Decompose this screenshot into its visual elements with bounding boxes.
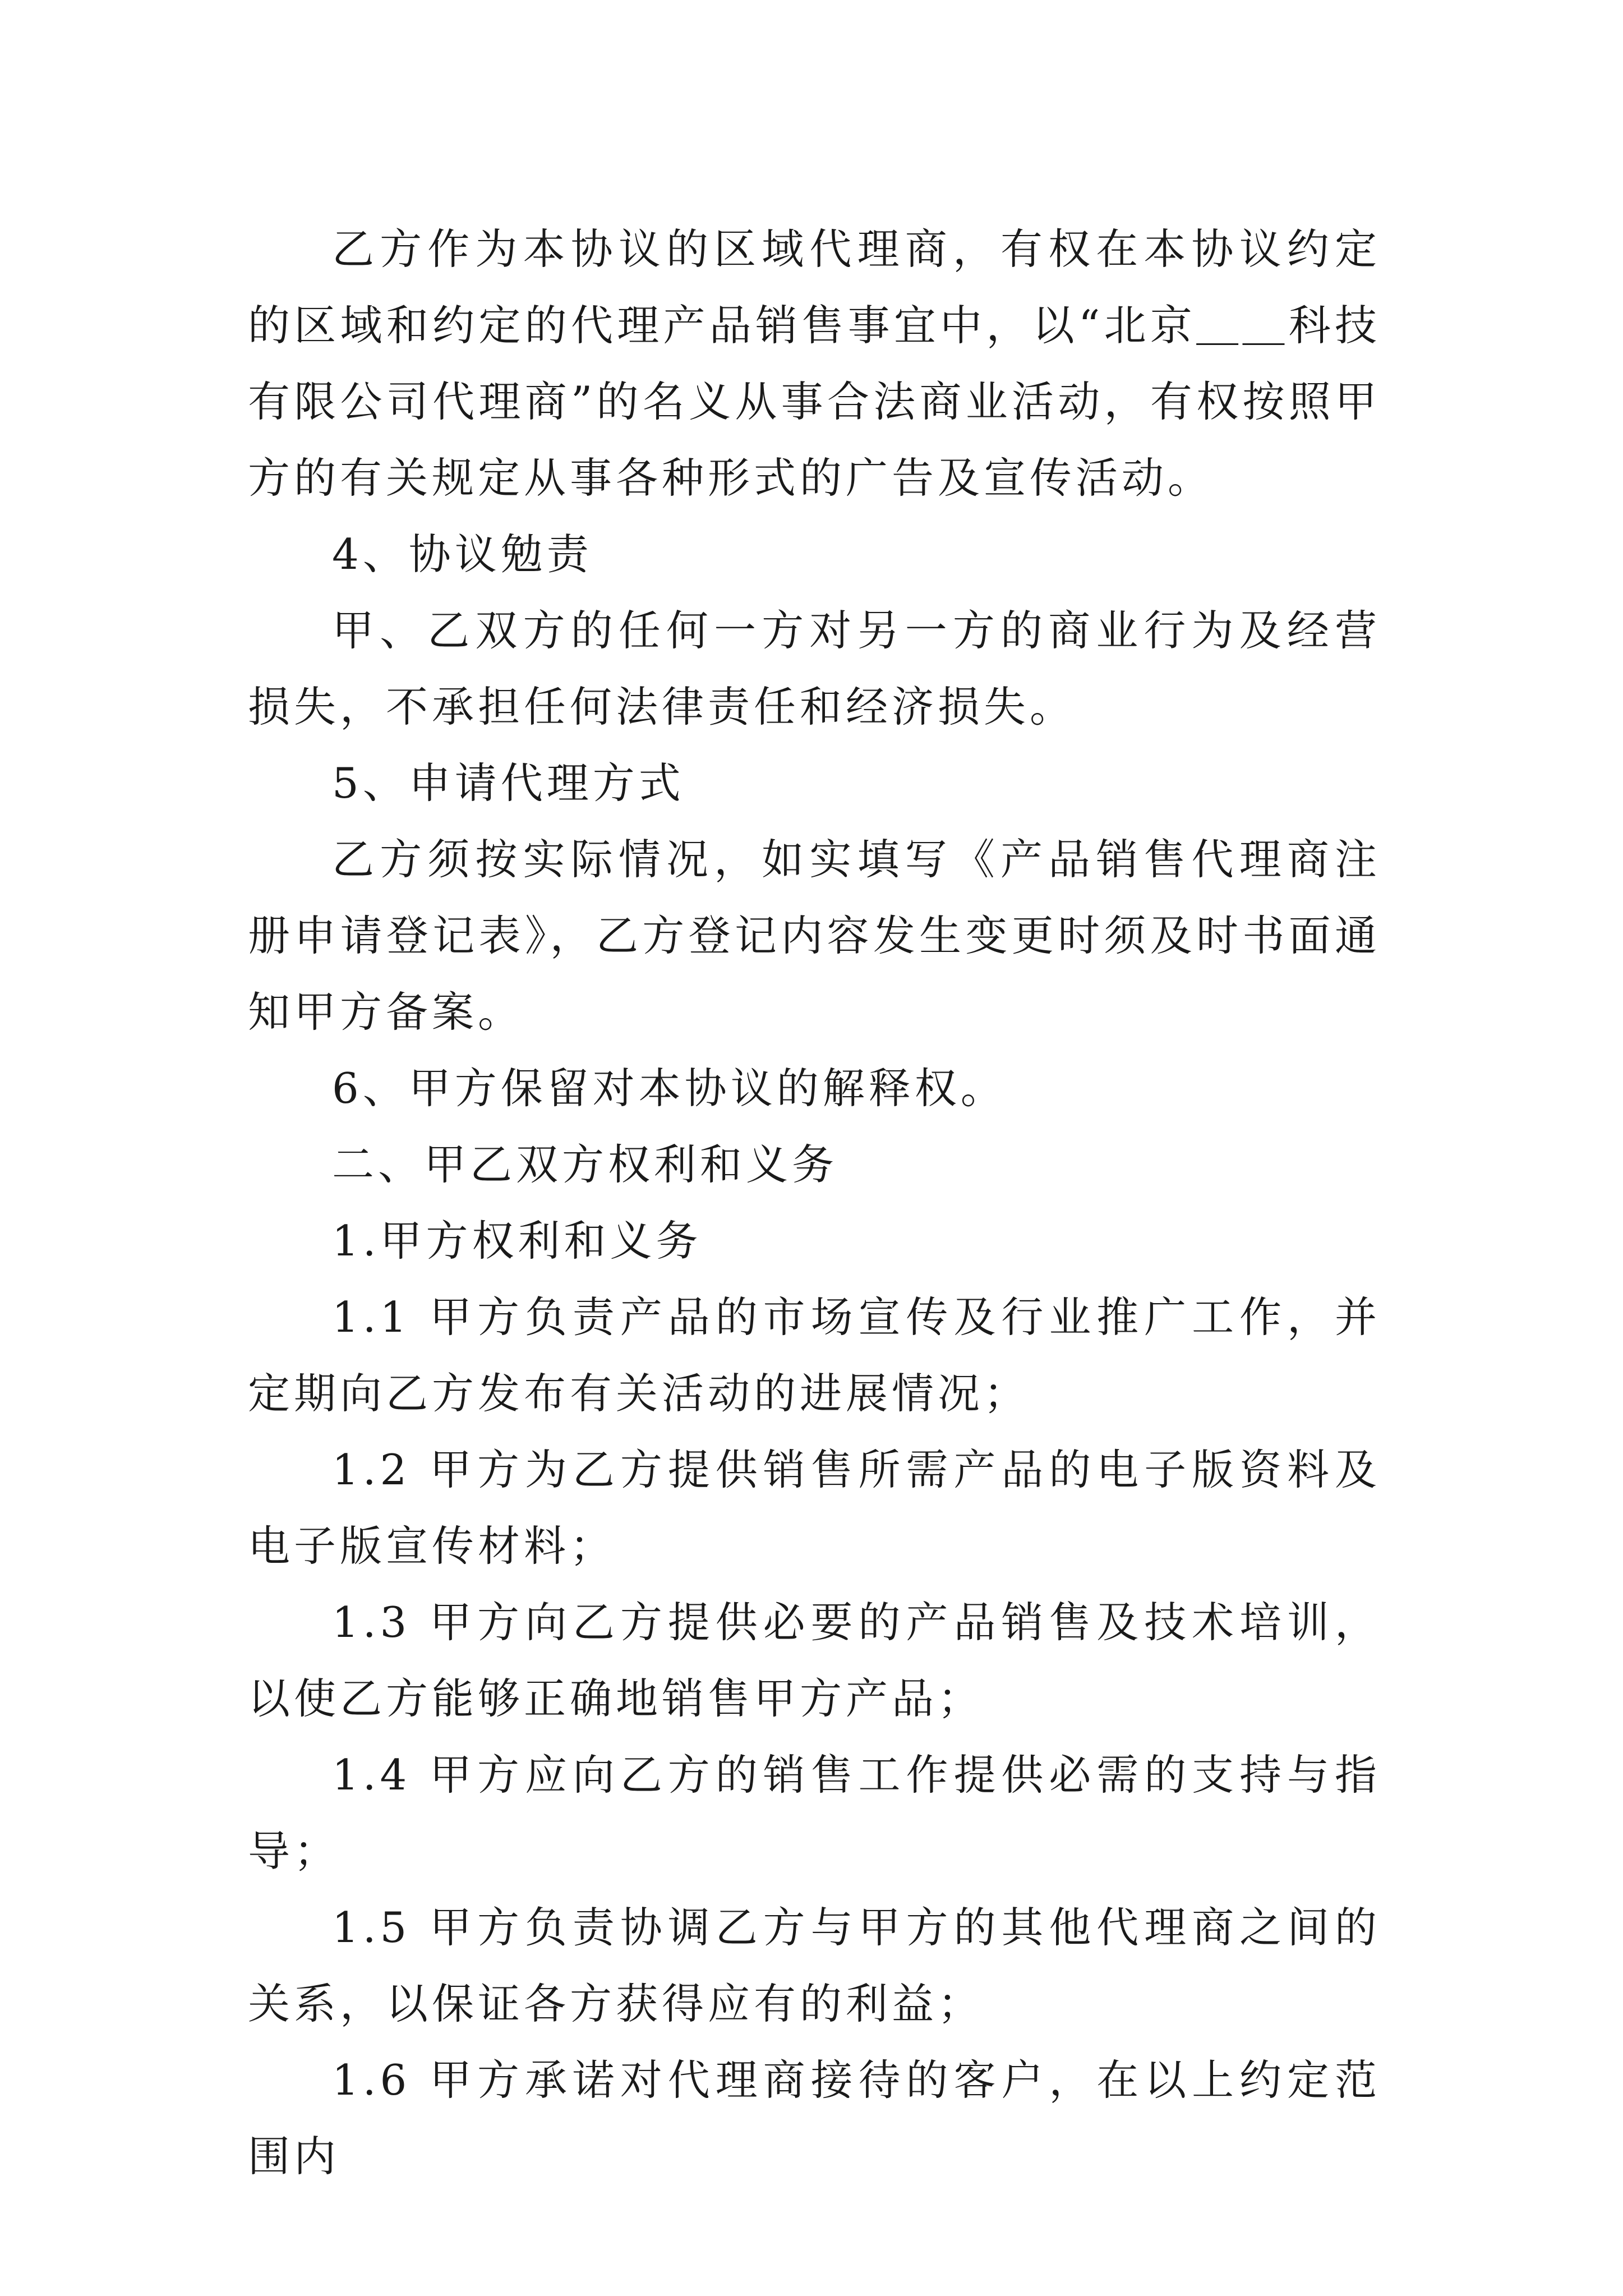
paragraph-liability: 甲、乙双方的任何一方对另一方的商业行为及经营损失，不承担任何法律责任和经济损失。	[248, 606, 1381, 731]
heading-rights-obligations: 二、甲乙双方权利和义务	[332, 1140, 838, 1189]
clause-1-1: 1.1 甲方负责产品的市场宣传及行业推广工作，并定期向乙方发布有关活动的进展情况；	[248, 1292, 1381, 1418]
clause-1-3: 1.3 甲方向乙方提供必要的产品销售及技术培训，以使乙方能够正确地销售甲方产品；	[248, 1598, 1381, 1723]
document-body	[248, 211, 1381, 2194]
heading-agreement-disclaimer: 4、协议勉责	[332, 530, 593, 579]
paragraph-registration: 乙方须按实际情况，如实填写《产品销售代理商注册申请登记表》，乙方登记内容发生变更时须及时书面通知甲方备案。	[248, 835, 1381, 1037]
paragraph-agent-rights: 乙方作为本协议的区域代理商，有权在本协议约定的区域和约定的代理产品销售事宜中，以“北京＿＿科技有限公司代理商”的名义从事合法商业活动，有权按照甲方的有关规定从事各种形式的广告及宣传活动。	[248, 224, 1381, 503]
clause-1-6: 1.6 甲方承诺对代理商接待的客户，在以上约定范围内	[248, 2055, 1381, 2181]
paragraph-interpretation-right: 6、甲方保留对本协议的解释权。	[332, 1064, 1007, 1113]
clause-1-4: 1.4 甲方应向乙方的销售工作提供必需的支持与指导；	[248, 1750, 1381, 1876]
clause-1-5: 1.5 甲方负责协调乙方与甲方的其他代理商之间的关系，以保证各方获得应有的利益；	[248, 1903, 1381, 2028]
clause-1-2: 1.2 甲方为乙方提供销售所需产品的电子版资料及电子版宣传材料；	[248, 1445, 1381, 1571]
heading-application-method: 5、申请代理方式	[332, 758, 685, 808]
heading-party-a-rights: 1.甲方权利和义务	[332, 1216, 702, 1266]
